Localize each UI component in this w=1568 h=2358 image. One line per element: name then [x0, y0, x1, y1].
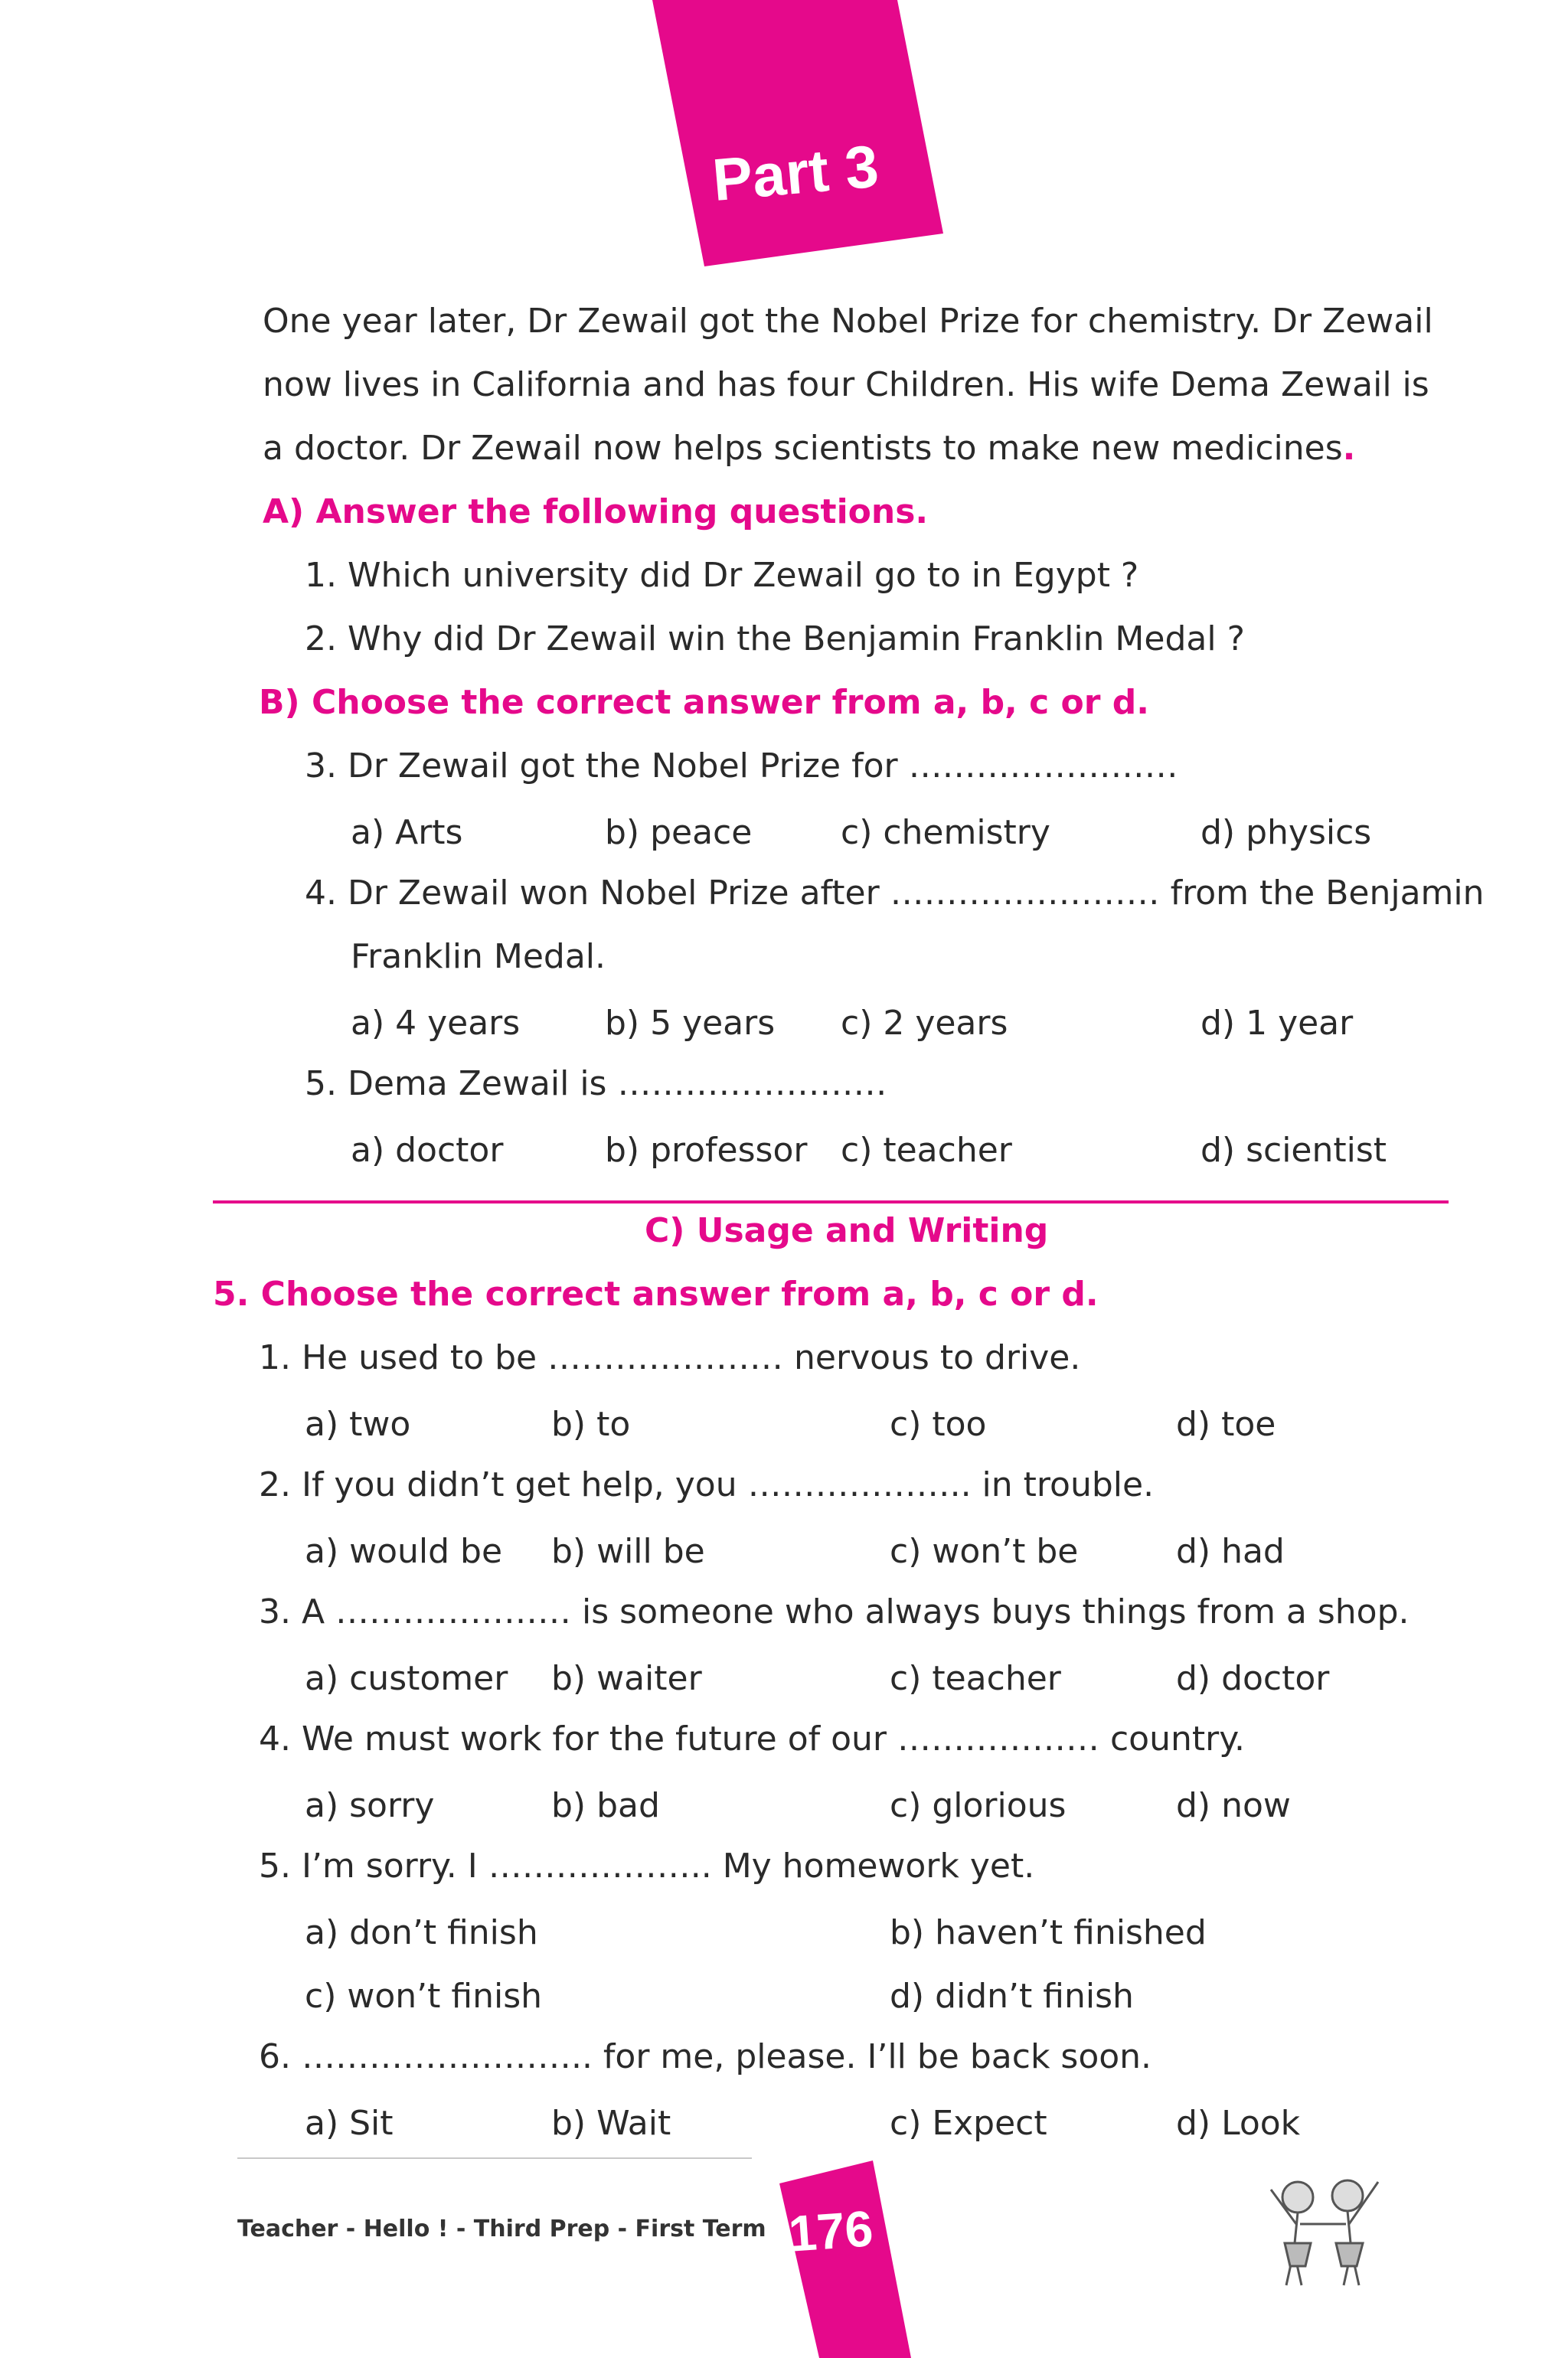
option-a: a) would be — [305, 1532, 503, 1571]
passage-line — [263, 429, 1356, 468]
option-c: c) too — [890, 1405, 987, 1444]
section-c-subheading: 5. Choose the correct answer from a, b, c or d. — [213, 1275, 1099, 1314]
question-2: 2. Why did Dr Zewail win the Benjamin Franklin Medal ? — [305, 619, 1245, 658]
footer-divider — [237, 2157, 752, 2159]
option-b: b) Wait — [551, 2104, 671, 2143]
option-b: b) will be — [551, 1532, 705, 1571]
option-d: d) 1 year — [1200, 1004, 1354, 1043]
option-a: a) doctor — [351, 1131, 504, 1170]
option-d: d) now — [1176, 1786, 1291, 1825]
usage-question-4: 4. We must work for the future of our ……………… country. — [259, 1720, 1245, 1759]
option-a: a) customer — [305, 1659, 508, 1698]
option-c: c) won’t be — [890, 1532, 1079, 1571]
question-3: 3. Dr Zewail got the Nobel Prize for …………………… — [305, 746, 1178, 785]
page-number: 176 — [786, 2200, 875, 2262]
option-a: a) don’t finish — [305, 1913, 538, 1952]
question-5: 5. Dema Zewail is …………………… — [305, 1064, 887, 1103]
option-a: a) Arts — [351, 813, 463, 852]
option-d: d) doctor — [1176, 1659, 1330, 1698]
option-d: d) had — [1176, 1532, 1285, 1571]
passage-line: now lives in California and has four Children. His wife Dema Zewail is — [263, 365, 1429, 404]
title-banner — [652, 0, 943, 266]
usage-question-3: 3. A ………………… is someone who always buys things from a shop. — [259, 1592, 1410, 1631]
option-b: b) professor — [605, 1131, 808, 1170]
option-c: c) teacher — [841, 1131, 1012, 1170]
option-d: d) toe — [1176, 1405, 1276, 1444]
question-4: 4. Dr Zewail won Nobel Prize after …………………… from the Benjamin — [305, 874, 1485, 913]
option-c: c) Expect — [890, 2104, 1047, 2143]
option-d: d) Look — [1176, 2104, 1301, 2143]
question-4-continued: Franklin Medal. — [351, 937, 606, 976]
option-d: d) didn’t finish — [890, 1977, 1134, 2016]
option-c: c) glorious — [890, 1786, 1067, 1825]
section-b-heading: B) Choose the correct answer from a, b, c or d. — [259, 683, 1149, 722]
section-c-heading: C) Usage and Writing — [645, 1211, 1049, 1250]
option-a: a) sorry — [305, 1786, 435, 1825]
option-b: b) bad — [551, 1786, 660, 1825]
option-c: c) teacher — [890, 1659, 1061, 1698]
option-c: c) 2 years — [841, 1004, 1008, 1043]
option-a: a) two — [305, 1405, 411, 1444]
option-c: c) won’t finish — [305, 1977, 542, 2016]
usage-question-2: 2. If you didn’t get help, you ……………….. in trouble. — [259, 1465, 1155, 1504]
section-divider — [213, 1200, 1449, 1203]
question-1: 1. Which university did Dr Zewail go to in Egypt ? — [305, 556, 1139, 595]
section-a-heading: A) Answer the following questions. — [263, 492, 929, 531]
option-b: b) to — [551, 1405, 631, 1444]
option-c: c) chemistry — [841, 813, 1050, 852]
option-d: d) scientist — [1200, 1131, 1387, 1170]
option-b: b) haven’t finished — [890, 1913, 1207, 1952]
part-title: Part 3 — [710, 132, 881, 214]
option-b: b) 5 years — [605, 1004, 776, 1043]
usage-question-1: 1. He used to be ………………… nervous to drive. — [259, 1338, 1081, 1377]
option-a: a) 4 years — [351, 1004, 521, 1043]
option-b: b) waiter — [551, 1659, 702, 1698]
usage-question-5: 5. I’m sorry. I ……………….. My homework yet. — [259, 1847, 1035, 1886]
passage-line: One year later, Dr Zewail got the Nobel Prize for chemistry. Dr Zewail — [263, 302, 1433, 341]
footer-text: Teacher - Hello ! - Third Prep - First Term — [237, 2216, 766, 2242]
option-d: d) physics — [1200, 813, 1372, 852]
passage-line-text: a doctor. Dr Zewail now helps scientists to make new medicines — [263, 429, 1343, 468]
option-a: a) Sit — [305, 2104, 394, 2143]
usage-question-6: 6. …………………….. for me, please. I’ll be back soon. — [259, 2037, 1152, 2076]
passage-end-mark: . — [1342, 429, 1356, 468]
option-b: b) peace — [605, 813, 753, 852]
kids-illustration — [1271, 2180, 1378, 2285]
